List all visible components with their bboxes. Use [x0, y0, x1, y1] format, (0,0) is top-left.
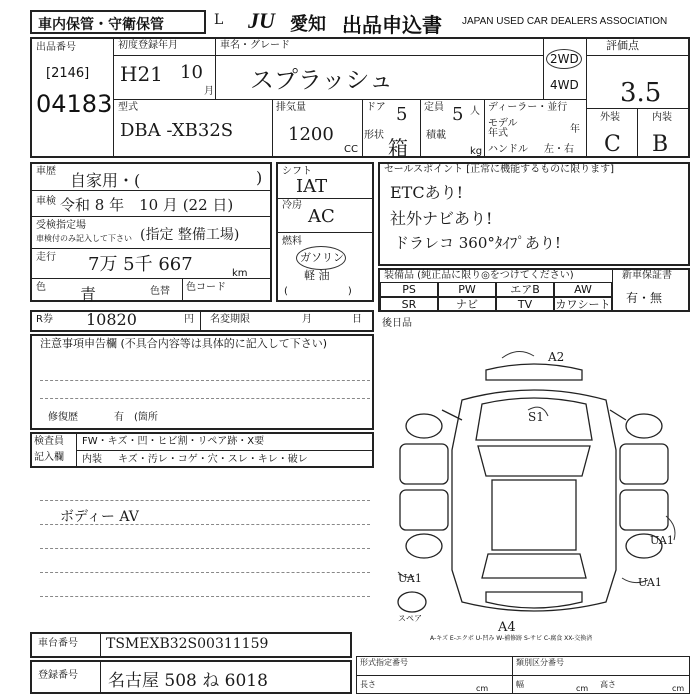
displacement-label: 排気量 — [276, 102, 306, 113]
inspection-label: 車検 — [36, 196, 56, 207]
doors-value: 5 — [396, 104, 408, 125]
deadline-month-unit: 月 — [302, 314, 312, 325]
recycle-value: 10820 — [86, 310, 137, 329]
model-name: スプラッシュ — [250, 66, 394, 94]
color-label: 色 — [36, 282, 46, 293]
equipment-label: 装備品 (純正品に限り◎をつけてください) — [384, 270, 574, 281]
width-unit: cm — [576, 684, 589, 693]
fuel-diesel: 軽 油 — [304, 269, 330, 282]
inspection-value: 令和 8 年 10 月 (22 日) — [60, 196, 234, 214]
load-label: 積載 — [426, 130, 446, 141]
equipment-item: AW — [554, 282, 612, 297]
mark-hood: S1 — [528, 410, 544, 424]
chassis-value: TSMEXB32S00311159 — [106, 636, 269, 652]
mark-front: A2 — [548, 350, 565, 364]
displacement-value: 1200 — [288, 124, 334, 145]
model-year-label2: 年式 — [488, 128, 508, 139]
handle-options: 左・右 — [544, 144, 574, 155]
deadline-label: 名変期限 — [210, 314, 250, 325]
capacity-value: 5 — [452, 104, 464, 125]
class-number-label: 類別区分番号 — [516, 658, 564, 667]
length-unit: cm — [476, 684, 489, 693]
equipment-item: PW — [438, 282, 496, 297]
type-designation-label: 形式指定番号 — [360, 658, 408, 667]
equipment-item: PS — [380, 282, 438, 297]
repair-label: 修復歴 — [48, 412, 78, 423]
type-label: 型式 — [118, 102, 138, 113]
sales-point-3: ドラレコ 360°ﾀｲﾌﾟあり! — [394, 234, 561, 252]
spare-label: スペア — [398, 614, 422, 623]
mileage-label: 走行 — [36, 252, 56, 263]
model-year-unit: 年 — [570, 124, 580, 135]
sales-points-label: セールスポイント [正常に機能するものに限ります] — [384, 164, 615, 175]
model-year-label: モデル — [488, 118, 518, 129]
registration-era-year: H21 — [120, 62, 163, 86]
mark-right-rear: UA1 — [650, 534, 674, 547]
inspector-row-1: FW・キズ・凹・ヒビ割・リペア跡・X要 — [82, 436, 265, 447]
length-label: 長さ — [360, 680, 376, 689]
repair-value: 有 (箇所 — [114, 412, 158, 423]
rear-seat-label: 後日品 — [382, 318, 412, 329]
venue-sub: 車検付のみ記入して下さい — [36, 234, 132, 243]
score-label: 評価点 — [606, 39, 639, 52]
interior-label: 内装 — [652, 112, 672, 123]
equipment-item: TV — [496, 297, 554, 312]
exterior-label: 外装 — [600, 112, 620, 123]
car-damage-diagram — [378, 340, 690, 640]
warranty-options: 有・無 — [626, 291, 663, 305]
aircon-value: AC — [308, 206, 335, 227]
plate-label: 登録番号 — [38, 670, 78, 681]
deadline-day-unit: 日 — [352, 314, 362, 325]
model-label: 車名・グレード — [220, 40, 290, 51]
history-value: 自家用・( — [70, 171, 141, 190]
form-title: 出品申込書 — [342, 13, 442, 37]
sales-point-2: 社外ナビあり! — [390, 209, 493, 228]
history-close: ) — [256, 168, 263, 187]
storage-badge — [30, 10, 206, 34]
interior-grade: B — [652, 132, 669, 157]
lot-code: [2146] — [46, 66, 90, 81]
damage-legend: A-キズ E-エクボ U-凹み W-補修跡 S-サビ C-腐食 XX-交換済 — [430, 635, 593, 642]
org-name: 愛知 — [290, 14, 326, 35]
drive-2wd: 2WD — [550, 52, 579, 66]
equipment-item: カワシート — [555, 298, 611, 311]
equipment-item: ナビ — [438, 297, 496, 312]
type-value: DBA -XB32S — [120, 120, 234, 141]
fuel-gas-circle — [296, 246, 346, 270]
notes-handwritten: ボディー AV — [60, 509, 139, 525]
color-value: 青 — [80, 285, 97, 304]
shift-value: IAT — [296, 176, 328, 197]
dealer-label: ディーラー・並行 — [488, 102, 568, 113]
mileage-unit: km — [232, 268, 248, 279]
capacity-unit: 人 — [470, 106, 480, 117]
chassis-label: 車台番号 — [38, 638, 78, 649]
exterior-grade: C — [604, 132, 621, 157]
registration-month-unit: 月 — [204, 86, 214, 97]
mileage-value: 7万 5千 667 — [88, 254, 193, 275]
inspector-label-2: 記入欄 — [34, 452, 64, 463]
mark-left-side: UA1 — [398, 572, 422, 585]
fuel-gas: ガソリン — [300, 251, 344, 264]
ju-logo: JU — [248, 8, 275, 33]
venue-label: 受検指定場 — [36, 220, 86, 231]
sales-point-1: ETCあり! — [390, 183, 464, 202]
height-label: 高さ — [600, 680, 616, 689]
notes-label: 注意事項申告欄 (不具合内容等は具体的に記入して下さい) — [40, 337, 328, 350]
color-code-label: 色コード — [186, 282, 226, 293]
inspector-row-2: キズ・汚レ・コゲ・穴・スレ・キレ・破レ — [118, 454, 308, 465]
recycle-row — [30, 310, 374, 332]
inspector-row-2-label: 内装 — [82, 454, 102, 465]
lot-number: 04183 — [36, 90, 113, 118]
storage-badge-text: 車内保管・守衛保管 — [38, 17, 164, 33]
fuel-label: 燃料 — [282, 236, 302, 247]
shift-label: シフト — [282, 166, 312, 177]
aircon-label: 冷房 — [282, 200, 302, 211]
mark-right-side: UA1 — [638, 576, 662, 589]
width-label: 幅 — [516, 680, 524, 689]
registration-label: 初度登録年月 — [118, 40, 178, 51]
doors-label: ドア — [366, 102, 386, 113]
equipment-item: エアB — [496, 282, 554, 297]
plate-value: 名古屋 508 ね 6018 — [108, 671, 268, 691]
handle-label: ハンドル — [488, 144, 528, 155]
mark-rear: A4 — [498, 620, 516, 635]
association-name: JAPAN USED CAR DEALERS ASSOCIATION — [462, 16, 668, 27]
history-label: 車歴 — [36, 166, 56, 177]
height-unit: cm — [672, 684, 685, 693]
form-type-label: 形状 — [364, 130, 384, 141]
storage-badge-suffix: L — [214, 12, 224, 28]
color-change-label: 色替 — [150, 286, 170, 297]
recycle-unit: 円 — [184, 314, 194, 325]
venue-value: (指定 整備工場) — [140, 227, 240, 243]
displacement-unit: CC — [344, 144, 358, 155]
inspector-label: 検査員 — [34, 436, 64, 447]
recycle-label: R券 — [36, 314, 53, 325]
warranty-label: 新車保証書 — [622, 270, 672, 281]
registration-month: 10 — [180, 62, 203, 83]
drive-4wd: 4WD — [550, 78, 579, 92]
load-unit: kg — [470, 146, 483, 157]
fuel-paren: ( ) — [284, 286, 352, 297]
equipment-item: SR — [380, 297, 438, 312]
score-value: 3.5 — [620, 78, 662, 108]
capacity-label: 定員 — [424, 102, 444, 113]
form-type-value: 箱 — [388, 136, 408, 160]
drive-2wd-circle — [546, 49, 582, 69]
lot-label: 出品番号 — [36, 42, 76, 53]
